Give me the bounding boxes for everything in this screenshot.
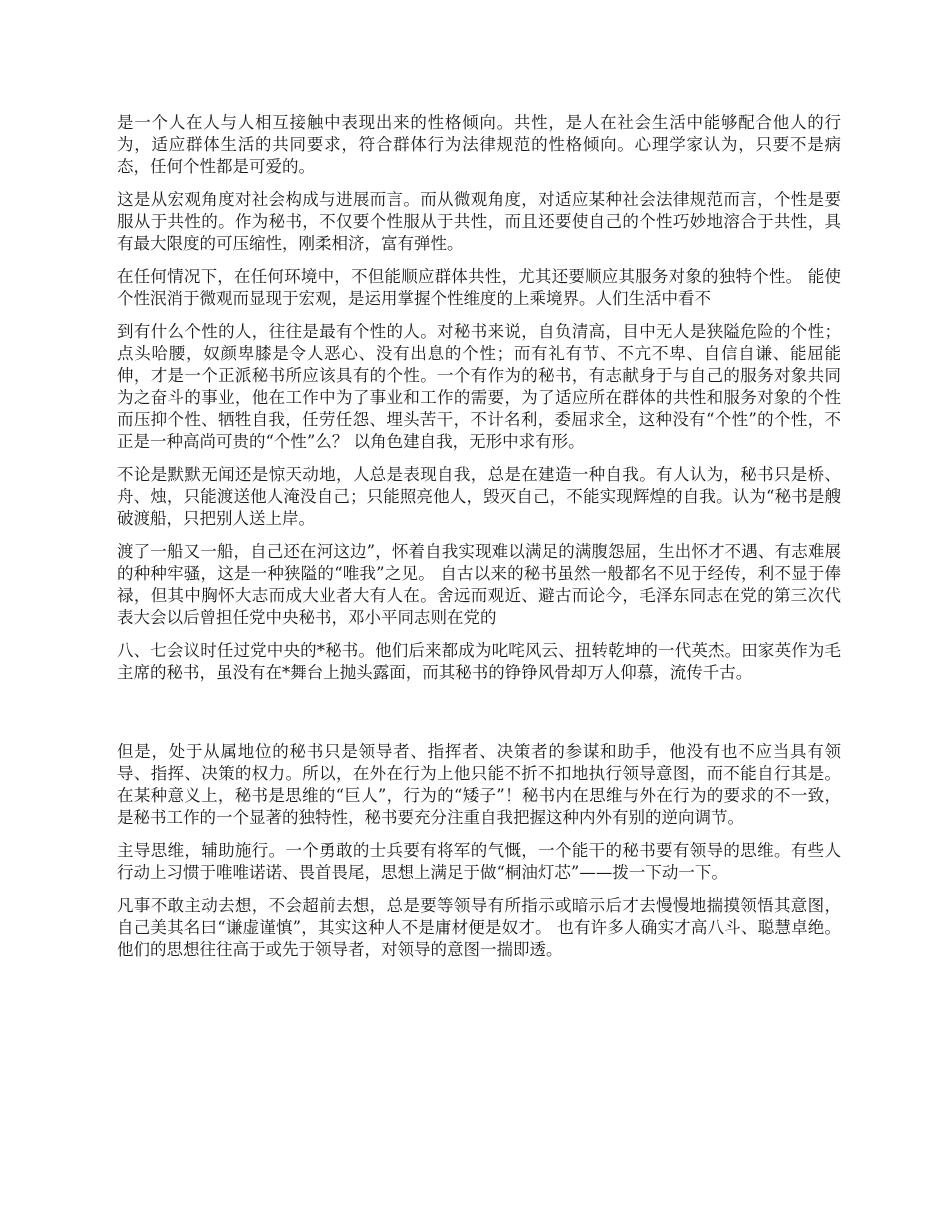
paragraph: 但是，处于从属地位的秘书只是领导者、指挥者、决策者的参谋和助手，他没有也不应当具有领导、指挥、决策的权力。所以，在外在行为上他只能不折不扣地执行领导意图，而不能自行其是。在某种意义上，秘书是思维的“巨人”，行为的“矮子”！秘书内在思维与外在行为的要求的不一致，是秘书工作的一个显著的独特性，秘书要充分注重自我把握这种内外有别的逆向调节。: [117, 742, 841, 827]
paragraph: 这是从宏观角度对社会构成与进展而言。而从微观角度，对适应某种社会法律规范而言，个性是要服从于共性的。作为秘书，不仅要个性服从于共性，而且还要使自己的个性巧妙地溶合于共性，具有最大限度的可压缩性，刚柔相济，富有弹性。: [117, 190, 841, 253]
paragraph: 主导思维，辅助施行。一个勇敢的士兵要有将军的气慨，一个能干的秘书要有领导的思维。有些人行动上习惯于唯唯诺诺、畏首畏尾，思想上满足于做“桐油灯芯”——拨一下动一下。: [117, 841, 841, 882]
paragraph: 在任何情况下，在任何环境中，不但能顺应群体共性，尤其还要顺应其服务对象的独特个性。 能使个性泯消于微观而显现于宏观，是运用掌握个性维度的上乘境界。人们生活中看不: [117, 267, 841, 308]
paragraph: 到有什么个性的人，往往是最有个性的人。对秘书来说，自负清高，目中无人是狭隘危险的个性；点头哈腰，奴颜卑膝是令人恶心、没有出息的个性；而有礼有节、不亢不卑、自信自谦、能屈能伸，才是一个正派秘书所应该具有的个性。一个有作为的秘书，有志献身于与自己的服务对象共同为之奋斗的事业，他在工作中为了事业和工作的需要，为了适应所在群体的共性和服务对象的个性而压抑个性、牺牲自我，任劳任怨、埋头苦干，不计名利，委屈求全，这种没有“个性”的个性，不正是一种高尚可贵的“个性”么？ 以角色建自我，无形中求有形。: [117, 322, 841, 451]
paragraph: 八、七会议时任过党中央的*秘书。他们后来都成为叱咤风云、扭转乾坤的一代英杰。田家英作为毛主席的秘书，虽没有在*舞台上抛头露面，而其秘书的铮铮风骨却万人仰慕，流传千古。: [117, 641, 841, 682]
paragraph: 渡了一船又一船，自己还在河这边”，怀着自我实现难以满足的满腹怨屈，生出怀才不遇、有志难展的种种牢骚，这是一种狭隘的“唯我”之见。 自古以来的秘书虽然一般都名不见于经传，利不显于俸禄，但其中胸怀大志而成大业者大有人在。舍远而观近、避古而论今，毛泽东同志在党的第三次代表大会以后曾担任党中央秘书，邓小平同志则在党的: [117, 542, 841, 627]
document-body: [117, 112, 841, 972]
paragraph: 不论是默默无闻还是惊天动地，人总是表现自我，总是在建造一种自我。有人认为，秘书只是桥、舟、烛，只能渡送他人淹没自己；只能照亮他人，毁灭自己，不能实现辉煌的自我。认为“秘书是艘破渡船，只把别人送上岸。: [117, 465, 841, 528]
paragraph: 是一个人在人与人相互接触中表现出来的性格倾向。共性，是人在社会生活中能够配合他人的行为，适应群体生活的共同要求，符合群体行为法律规范的性格倾向。心理学家认为，只要不是病态，任何个性都是可爱的。: [117, 113, 841, 176]
paragraph: 凡事不敢主动去想，不会超前去想，总是要等领导有所指示或暗示后才去慢慢地揣摸领悟其意图，自己美其名曰“谦虚谨慎”，其实这种人不是庸材便是奴才。 也有许多人确实才高八斗、聪慧卓绝。他们的思想往往高于或先于领导者，对领导的意图一揣即透。: [117, 896, 841, 959]
